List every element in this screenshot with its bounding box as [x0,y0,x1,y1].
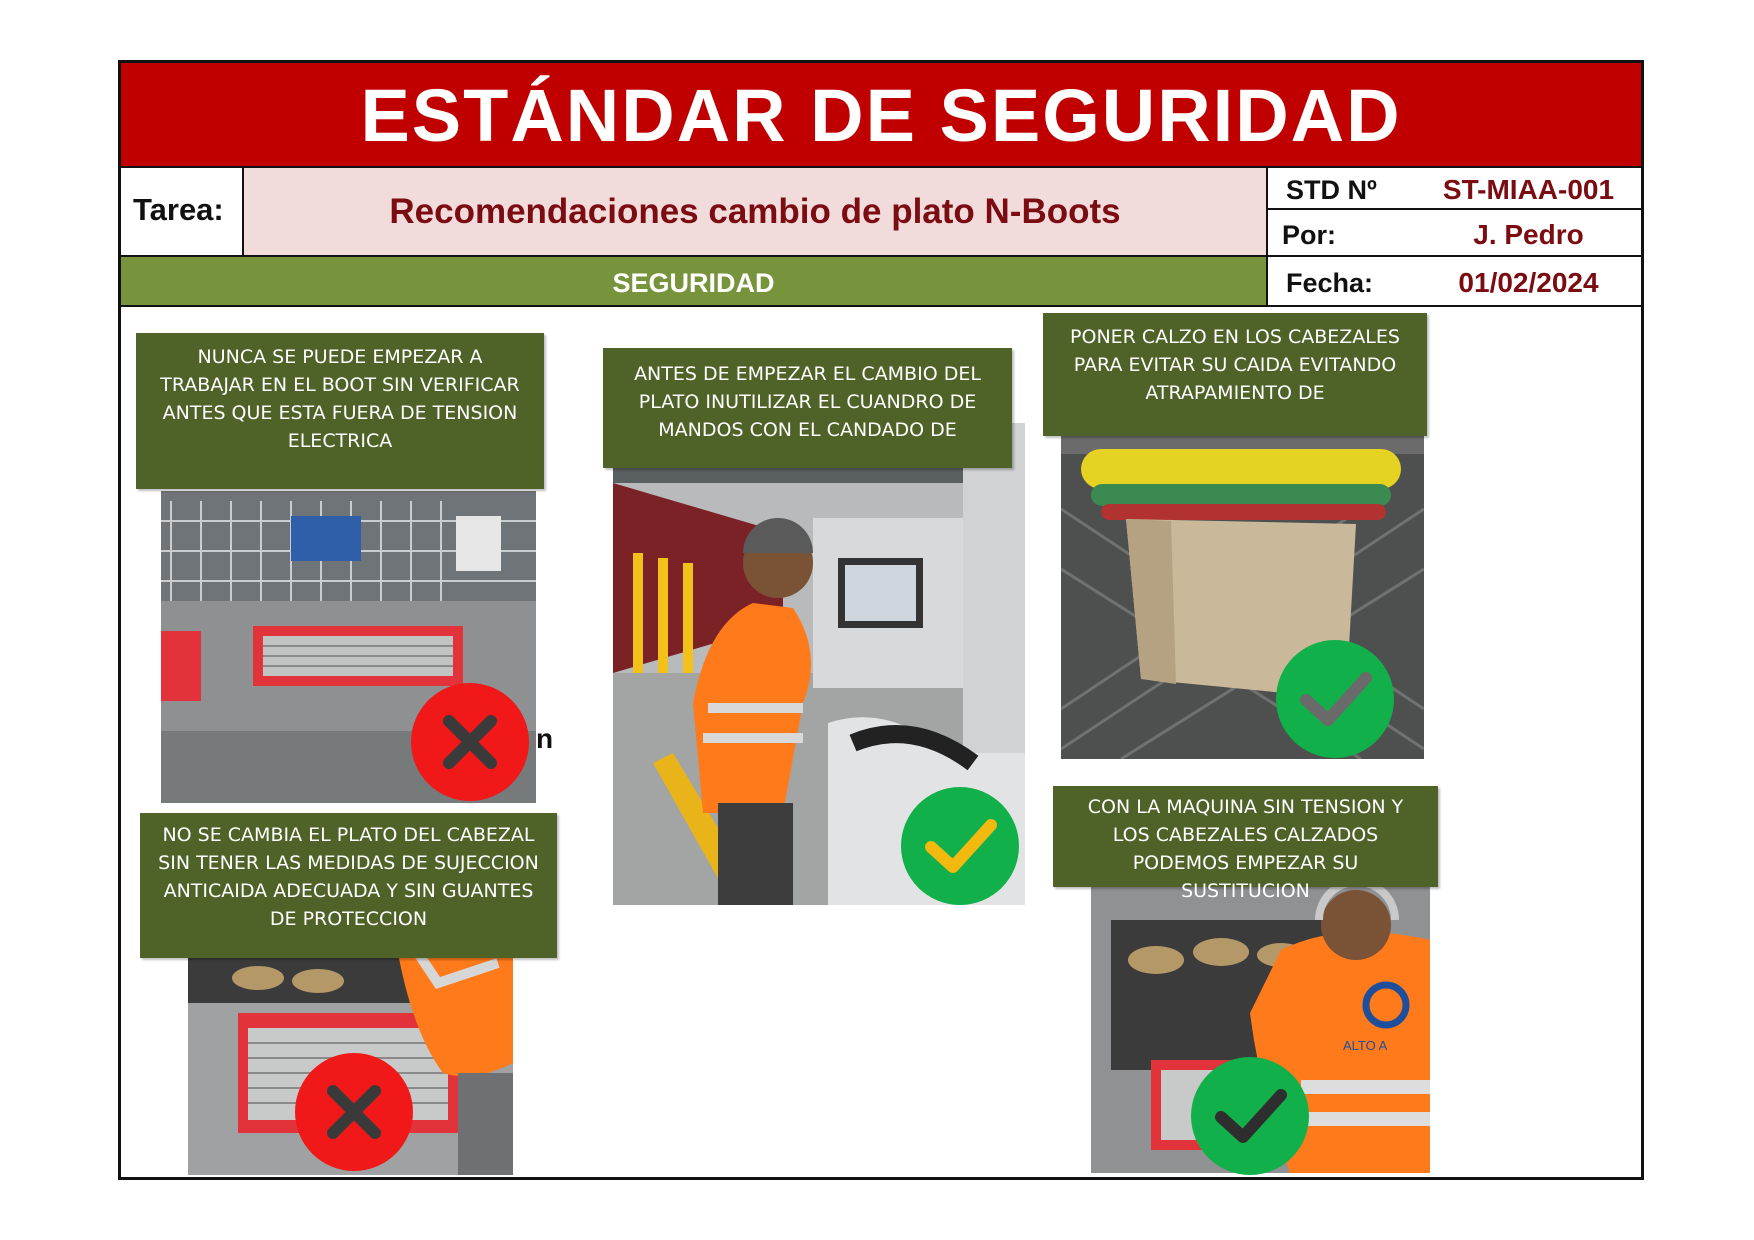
date-label: Fecha: [1286,268,1374,298]
caption-card-4: NO SE CAMBIA EL PLATO DEL CABEZAL SIN TENER LAS MEDIDAS DE SUJECCION ANTICAIDA ADECUADA Y SIN GUANTES DE PROTECCION [140,813,557,958]
title-bar [121,63,1641,168]
task-value: Recomendaciones cambio de plato N-Boots [389,192,1121,231]
std-row [1268,168,1641,210]
caption-card-3: PONER CALZO EN LOS CABEZALES PARA EVITAR SU CAIDA EVITANDO ATRAPAMIENTO DE [1043,313,1427,436]
task-label: Tarea: [133,192,224,227]
task-value-cell [244,168,1268,257]
brand-text: ALTO A [1343,1038,1388,1053]
date-row [1268,257,1641,307]
by-row [1268,210,1641,257]
task-label-cell [121,168,244,257]
correct-icon [1191,1057,1309,1175]
caption-card-5: CON LA MAQUINA SIN TENSION Y LOS CABEZALES CALZADOS PODEMOS EMPEZAR SU SUSTITUCION [1053,786,1438,887]
section-title: SEGURIDAD [612,268,775,298]
safety-standard-sheet [118,60,1644,1180]
std-label: STD Nº [1286,175,1377,205]
correct-icon [901,787,1019,905]
date-value: 01/02/2024 [1458,267,1599,298]
by-value: J. Pedro [1473,219,1584,250]
std-value: ST-MIAA-001 [1442,174,1615,205]
page-title: ESTÁNDAR DE SEGURIDAD [360,74,1402,157]
by-label: Por: [1282,220,1336,250]
stray-text: n [536,723,554,754]
caption-card-2: ANTES DE EMPEZAR EL CAMBIO DEL PLATO INUTILIZAR EL CUANDRO DE MANDOS CON EL CANDADO DE [603,348,1012,468]
caption-card-1: NUNCA SE PUEDE EMPEZAR A TRABAJAR EN EL BOOT SIN VERIFICAR ANTES QUE ESTA FUERA DE TENSION ELECTRICA [136,333,544,489]
incorrect-icon [411,683,529,801]
correct-icon [1276,640,1394,758]
incorrect-icon [295,1053,413,1171]
section-band [121,257,1268,307]
